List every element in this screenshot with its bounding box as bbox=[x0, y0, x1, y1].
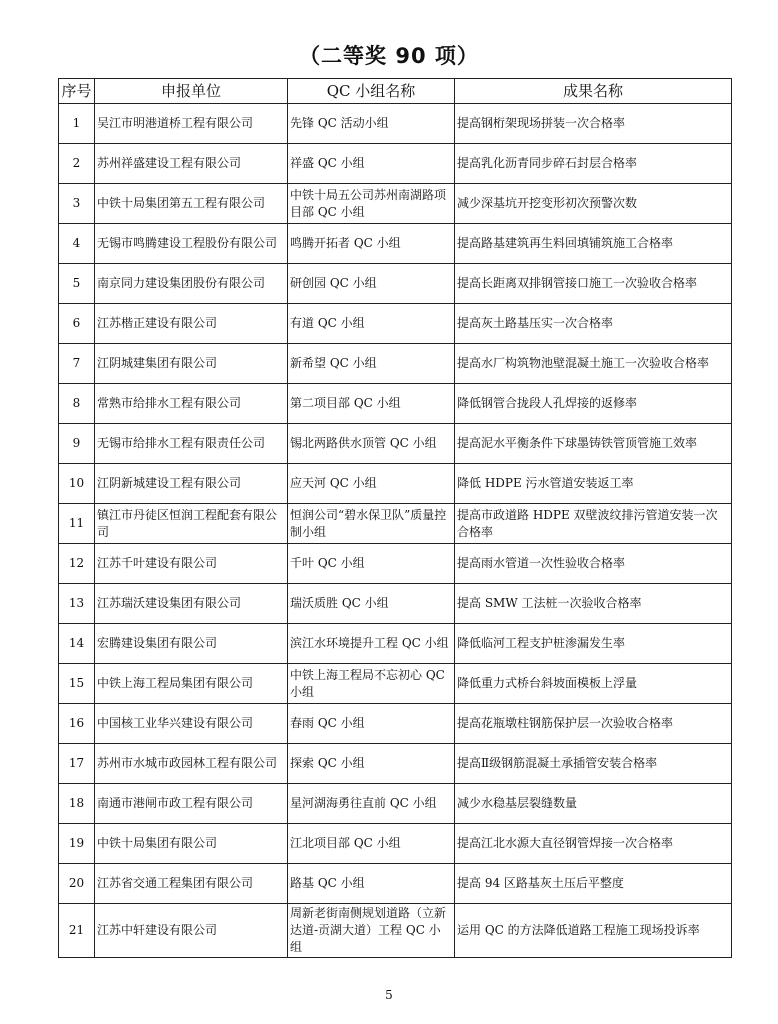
table-row bbox=[59, 304, 732, 344]
cell-no: 18 bbox=[59, 784, 95, 824]
cell-result: 运用 QC 的方法降低道路工程施工现场投诉率 bbox=[455, 904, 732, 958]
cell-no: 9 bbox=[59, 424, 95, 464]
cell-result: 提高 SMW 工法桩一次验收合格率 bbox=[455, 584, 732, 624]
cell-group: 中铁十局五公司苏州南湖路项目部 QC 小组 bbox=[288, 184, 455, 224]
table-row bbox=[59, 224, 732, 264]
cell-no: 12 bbox=[59, 544, 95, 584]
header-unit: 申报单位 bbox=[95, 79, 288, 104]
cell-group: 瑞沃质胜 QC 小组 bbox=[288, 584, 455, 624]
cell-unit: 苏州市水城市政园林工程有限公司 bbox=[95, 744, 288, 784]
cell-group: 滨江水环境提升工程 QC 小组 bbox=[288, 624, 455, 664]
cell-unit: 中铁上海工程局集团有限公司 bbox=[95, 664, 288, 704]
cell-group: 中铁上海工程局不忘初心 QC 小组 bbox=[288, 664, 455, 704]
table-row bbox=[59, 544, 732, 584]
table-row bbox=[59, 184, 732, 224]
cell-group: 有道 QC 小组 bbox=[288, 304, 455, 344]
cell-unit: 江苏省交通工程集团有限公司 bbox=[95, 864, 288, 904]
cell-group: 鸣腾开拓者 QC 小组 bbox=[288, 224, 455, 264]
cell-no: 5 bbox=[59, 264, 95, 304]
table-row bbox=[59, 464, 732, 504]
table-row bbox=[59, 504, 732, 544]
cell-result: 提高灰土路基压实一次合格率 bbox=[455, 304, 732, 344]
table-row bbox=[59, 264, 732, 304]
cell-unit: 无锡市给排水工程有限责任公司 bbox=[95, 424, 288, 464]
cell-group: 锡北两路供水顶管 QC 小组 bbox=[288, 424, 455, 464]
cell-result: 提高长距离双排钢管接口施工一次验收合格率 bbox=[455, 264, 732, 304]
table-row bbox=[59, 664, 732, 704]
table-row bbox=[59, 864, 732, 904]
cell-result: 降低重力式桥台斜坡面模板上浮量 bbox=[455, 664, 732, 704]
cell-group: 江北项目部 QC 小组 bbox=[288, 824, 455, 864]
section-title: （二等奖 90 项） bbox=[299, 44, 479, 68]
cell-unit: 江阴城建集团有限公司 bbox=[95, 344, 288, 384]
cell-unit: 江苏千叶建设有限公司 bbox=[95, 544, 288, 584]
cell-result: 提高泥水平衡条件下球墨铸铁管顶管施工效率 bbox=[455, 424, 732, 464]
table-row bbox=[59, 784, 732, 824]
cell-unit: 苏州祥盛建设工程有限公司 bbox=[95, 144, 288, 184]
cell-group: 应天河 QC 小组 bbox=[288, 464, 455, 504]
table-row bbox=[59, 624, 732, 664]
table-row bbox=[59, 584, 732, 624]
cell-group: 研创园 QC 小组 bbox=[288, 264, 455, 304]
table-row bbox=[59, 904, 732, 958]
table-header-row bbox=[59, 79, 732, 104]
cell-result: 提高乳化沥青同步碎石封层合格率 bbox=[455, 144, 732, 184]
cell-unit: 无锡市鸣腾建设工程股份有限公司 bbox=[95, 224, 288, 264]
cell-result: 提高Ⅱ级钢筋混凝土承插管安装合格率 bbox=[455, 744, 732, 784]
table-row bbox=[59, 744, 732, 784]
cell-no: 8 bbox=[59, 384, 95, 424]
cell-result: 减少深基坑开挖变形初次预警次数 bbox=[455, 184, 732, 224]
cell-unit: 镇江市丹徒区恒润工程配套有限公司 bbox=[95, 504, 288, 544]
cell-result: 降低 HDPE 污水管道安装返工率 bbox=[455, 464, 732, 504]
cell-result: 提高江北水源大直径钢管焊接一次合格率 bbox=[455, 824, 732, 864]
cell-no: 10 bbox=[59, 464, 95, 504]
award-table bbox=[58, 78, 732, 958]
cell-group: 春雨 QC 小组 bbox=[288, 704, 455, 744]
table-row bbox=[59, 704, 732, 744]
cell-no: 14 bbox=[59, 624, 95, 664]
cell-group: 周新老街南侧规划道路（立新达道-贡湖大道）工程 QC 小组 bbox=[288, 904, 455, 958]
cell-result: 降低钢管合拢段人孔焊接的返修率 bbox=[455, 384, 732, 424]
cell-result: 提高花瓶墩柱钢筋保护层一次验收合格率 bbox=[455, 704, 732, 744]
cell-group: 恒润公司“碧水保卫队”质量控制小组 bbox=[288, 504, 455, 544]
cell-group: 路基 QC 小组 bbox=[288, 864, 455, 904]
cell-no: 6 bbox=[59, 304, 95, 344]
header-result: 成果名称 bbox=[455, 79, 732, 104]
header-group: QC 小组名称 bbox=[288, 79, 455, 104]
cell-unit: 江苏中轩建设有限公司 bbox=[95, 904, 288, 958]
header-no: 序号 bbox=[59, 79, 95, 104]
cell-unit: 江苏瑞沃建设集团有限公司 bbox=[95, 584, 288, 624]
cell-unit: 中铁十局集团有限公司 bbox=[95, 824, 288, 864]
table-row bbox=[59, 344, 732, 384]
cell-result: 减少水稳基层裂缝数量 bbox=[455, 784, 732, 824]
cell-result: 提高钢桁架现场拼装一次合格率 bbox=[455, 104, 732, 144]
cell-group: 第二项目部 QC 小组 bbox=[288, 384, 455, 424]
cell-group: 千叶 QC 小组 bbox=[288, 544, 455, 584]
cell-result: 提高水厂构筑物池壁混凝土施工一次验收合格率 bbox=[455, 344, 732, 384]
cell-no: 3 bbox=[59, 184, 95, 224]
cell-result: 提高雨水管道一次性验收合格率 bbox=[455, 544, 732, 584]
cell-no: 21 bbox=[59, 904, 95, 958]
table-row bbox=[59, 104, 732, 144]
cell-group: 先锋 QC 活动小组 bbox=[288, 104, 455, 144]
cell-no: 1 bbox=[59, 104, 95, 144]
cell-result: 提高 94 区路基灰土压后平整度 bbox=[455, 864, 732, 904]
table-row bbox=[59, 144, 732, 184]
cell-no: 19 bbox=[59, 824, 95, 864]
table-row bbox=[59, 384, 732, 424]
cell-unit: 中国核工业华兴建设有限公司 bbox=[95, 704, 288, 744]
cell-no: 7 bbox=[59, 344, 95, 384]
cell-unit: 江阴新城建设工程有限公司 bbox=[95, 464, 288, 504]
cell-no: 11 bbox=[59, 504, 95, 544]
cell-result: 提高路基建筑再生料回填铺筑施工合格率 bbox=[455, 224, 732, 264]
cell-no: 20 bbox=[59, 864, 95, 904]
cell-unit: 中铁十局集团第五工程有限公司 bbox=[95, 184, 288, 224]
cell-no: 4 bbox=[59, 224, 95, 264]
table-row bbox=[59, 824, 732, 864]
cell-no: 2 bbox=[59, 144, 95, 184]
table-row bbox=[59, 424, 732, 464]
page-number: 5 bbox=[385, 988, 393, 1002]
cell-unit: 吴江市明港道桥工程有限公司 bbox=[95, 104, 288, 144]
cell-unit: 宏腾建设集团有限公司 bbox=[95, 624, 288, 664]
cell-no: 16 bbox=[59, 704, 95, 744]
cell-group: 祥盛 QC 小组 bbox=[288, 144, 455, 184]
cell-no: 13 bbox=[59, 584, 95, 624]
cell-group: 星河湖海勇往直前 QC 小组 bbox=[288, 784, 455, 824]
cell-unit: 南通市港闸市政工程有限公司 bbox=[95, 784, 288, 824]
cell-no: 15 bbox=[59, 664, 95, 704]
cell-unit: 常熟市给排水工程有限公司 bbox=[95, 384, 288, 424]
cell-group: 新希望 QC 小组 bbox=[288, 344, 455, 384]
cell-group: 探索 QC 小组 bbox=[288, 744, 455, 784]
cell-no: 17 bbox=[59, 744, 95, 784]
cell-result: 提高市政道路 HDPE 双壁波纹排污管道安装一次合格率 bbox=[455, 504, 732, 544]
cell-unit: 南京同力建设集团股份有限公司 bbox=[95, 264, 288, 304]
cell-unit: 江苏楷正建设有限公司 bbox=[95, 304, 288, 344]
cell-result: 降低临河工程支护桩渗漏发生率 bbox=[455, 624, 732, 664]
